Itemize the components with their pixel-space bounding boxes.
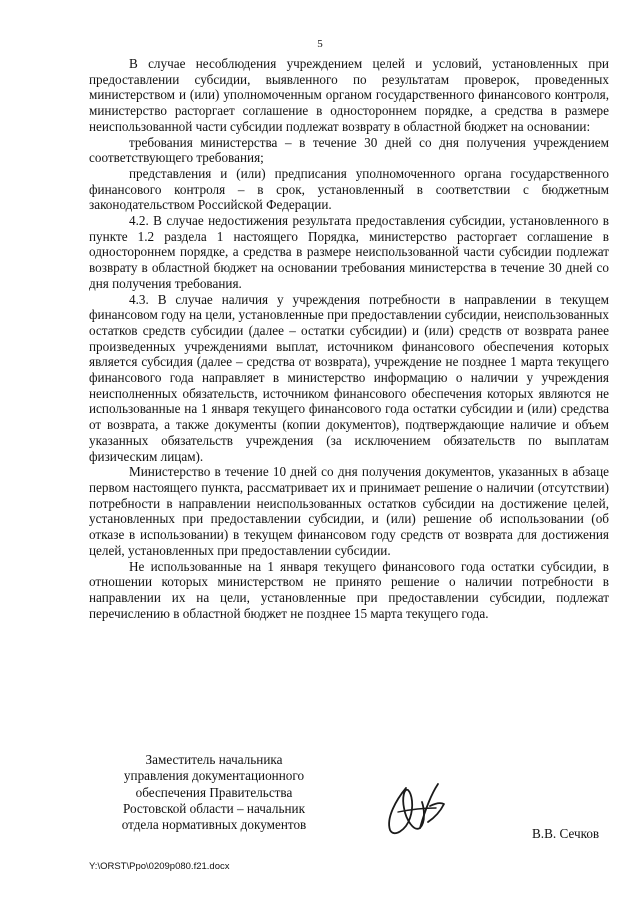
signatory-title-line: обеспечения Правительства (135, 784, 293, 800)
file-path-footer: Y:\ORST\Ppo\0209p080.f21.docx (89, 861, 230, 872)
signatory-title-line: отдела нормативных документов (121, 817, 307, 833)
document-body (89, 56, 609, 621)
signatory-title-line: Ростовской области – начальник (122, 800, 306, 816)
page-number: 5 (317, 38, 323, 50)
signatory-name: В.В. Сечков (532, 826, 600, 841)
paragraph-unused-balances: Не использованные на 1 января текущего финансового года остатки субсидии, в отношении которых министерством не принято решение о наличии потребности в направлении их на цели, установленные при предоставлении субсидии, подлежат перечислению в областной бюджет не позднее 15 марта текущего года. (89, 558, 609, 621)
paragraph-violation-conditions: В случае несоблюдения учреждением целей и условий, установленных при предоставлении субсидии, выявленного по результатам проверок, проведенных министерством и (или) уполномоченным органом государственного финансового контроля, министерство расторгает соглашение в одностороннем порядке, а средства в размере неиспользованной части субсидии подлежат возврату в областной бюджет на основании: (89, 56, 609, 134)
signatory-title-line: управления документационного (123, 768, 305, 784)
paragraph-ministry-requirement: требования министерства – в течение 30 дней со дня получения учреждением соответствующего требования; (89, 134, 609, 166)
handwritten-signature (378, 778, 452, 842)
paragraph-ministry-review: Министерство в течение 10 дней со дня получения документов, указанных в абзаце первом настоящего пункта, рассматривает их и принимает решение о наличии (отсутствии) потребности в направлении неиспользованных остатков субсидии на достижение целей, установленных при предоставлении субсидии, и (или) решение об использовании (об отказе в использовании) в текущем финансовом году средств от возврата для достижения целей, установленных при предоставлении субсидии. (89, 464, 609, 558)
signatory-title (94, 752, 334, 833)
paragraph-4-2: 4.2. В случае недостижения результата предоставления субсидии, установленного в пункте 1.2 раздела 1 настоящего Порядка, министерство расторгает соглашение в одностороннем порядке, а средства в размере неиспользованной части субсидии подлежат возврату в областной бюджет на основании требования министерства в течение 30 дней со дня получения требования. (89, 213, 609, 291)
paragraph-4-3: 4.3. В случае наличия у учреждения потребности в направлении в текущем финансовом году на цели, установленные при предоставлении субсидии, неиспользованных остатков средств субсидии (далее – остатки субсидии) и (или) средств от возврата ранее произведенных учреждениями выплат, источником финансового обеспечения которых является субсидия (далее – средства от возврата), учреждение не позднее 1 марта текущего финансового года направляет в министерство информацию о наличии у учреждения неисполненных обязательств, источником финансового обеспечения которых являются не использованные на 1 января текущего финансового года остатки субсидии и (или) средства от возврата, а также документы (копии документов), подтверждающие наличие и объем указанных обязательств учреждения (за исключением обязательств по выплатам физическим лицам). (89, 291, 609, 464)
signatory-title-line: Заместитель начальника (145, 752, 283, 767)
paragraph-control-prescription: представления и (или) предписания уполномоченного органа государственного финансового контроля – в срок, установленный в соответствии с бюджетным законодательством Российской Федерации. (89, 165, 609, 213)
